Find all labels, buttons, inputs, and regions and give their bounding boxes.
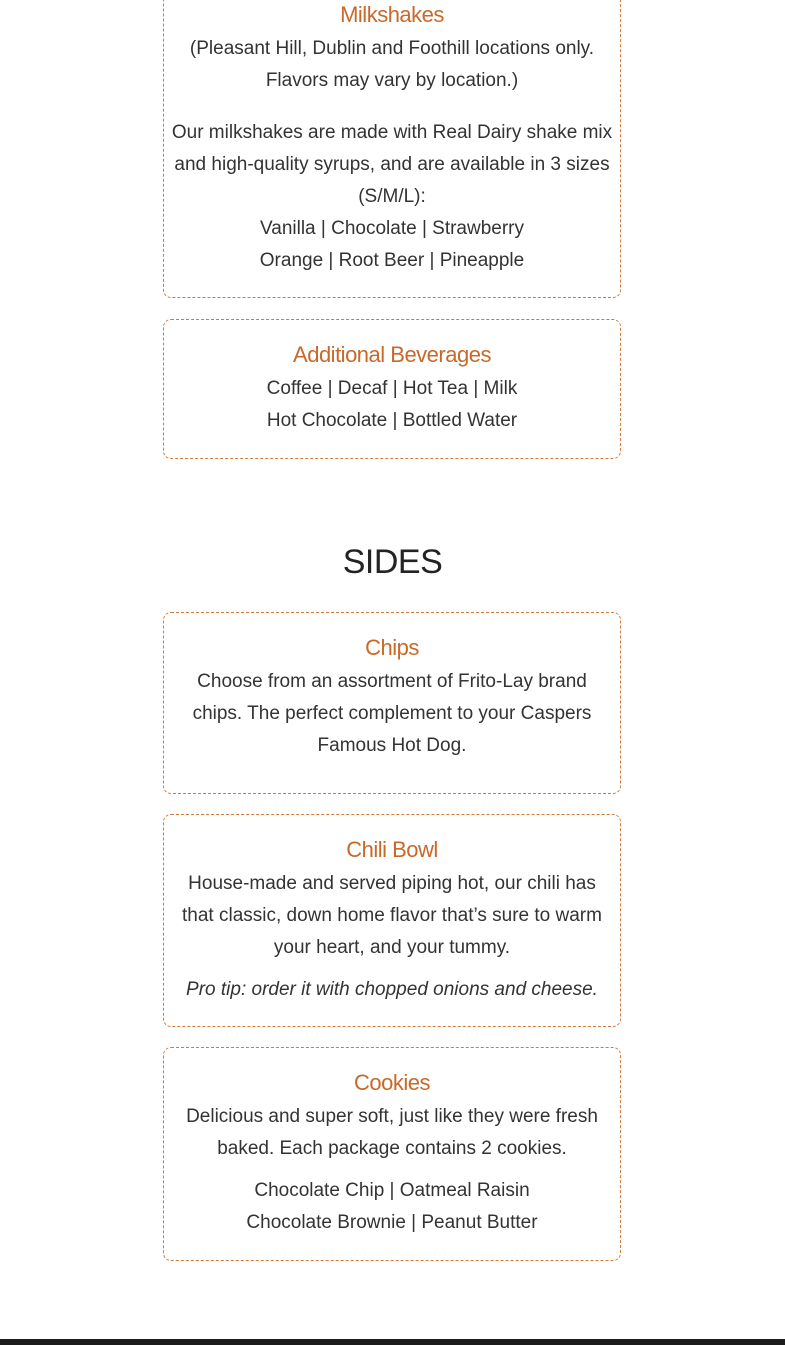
beverages-list	[164, 373, 620, 437]
chili-title: Chili Bowl	[346, 837, 438, 862]
chips-line-2: chips. The perfect complement to your Caspers	[192, 703, 592, 724]
sides-heading: SIDES	[342, 543, 443, 581]
chips-card	[163, 612, 621, 794]
milkshakes-note-line-1: (Pleasant Hill, Dublin and Foothill locations only.	[189, 38, 595, 59]
cookies-description	[164, 1101, 620, 1165]
footer-bar	[0, 1339, 785, 1345]
milkshakes-desc-line-2: and high-quality syrups, and are available in 3 sizes	[174, 154, 610, 175]
milkshakes-flavors-line-1: Vanilla | Chocolate | Strawberry	[259, 218, 525, 239]
milkshakes-description	[164, 117, 620, 277]
beverages-line-1: Coffee | Decaf | Hot Tea | Milk	[266, 378, 518, 399]
cookies-line-2: baked. Each package contains 2 cookies.	[217, 1138, 567, 1159]
milkshakes-note-line-2: Flavors may vary by location.)	[265, 70, 519, 91]
chips-line-3: Famous Hot Dog.	[317, 735, 467, 756]
chili-card	[163, 814, 621, 1027]
chips-line-1: Choose from an assortment of Frito-Lay brand	[197, 671, 587, 692]
milkshakes-desc-line-3: (S/M/L):	[358, 186, 426, 207]
beverages-line-2: Hot Chocolate | Bottled Water	[266, 410, 518, 431]
cookies-flavors-line-2: Chocolate Brownie | Peanut Butter	[246, 1212, 538, 1233]
milkshakes-desc-line-1: Our milkshakes are made with Real Dairy shake mix	[171, 122, 613, 143]
chili-line-1: House-made and served piping hot, our chili has	[188, 873, 596, 894]
milkshakes-flavors-line-2: Orange | Root Beer | Pineapple	[259, 250, 525, 271]
milkshakes-card	[163, 0, 621, 298]
beverages-title: Additional Beverages	[293, 342, 491, 367]
cookies-line-1: Delicious and super soft, just like they were fresh	[186, 1106, 598, 1127]
chili-line-3: your heart, and your tummy.	[273, 937, 511, 958]
chili-description	[164, 868, 620, 964]
cookies-flavors	[164, 1175, 620, 1239]
chips-description	[164, 666, 620, 762]
chili-pro-tip: Pro tip: order it with chopped onions and cheese.	[186, 979, 598, 1000]
cookies-title: Cookies	[354, 1070, 430, 1095]
cookies-flavors-line-1: Chocolate Chip | Oatmeal Raisin	[254, 1180, 530, 1201]
chili-line-2: that classic, down home flavor that’s sure to warm	[182, 905, 602, 926]
cookies-card	[163, 1047, 621, 1261]
milkshakes-location-note	[164, 33, 620, 97]
milkshakes-title: Milkshakes	[340, 2, 444, 27]
chips-title: Chips	[365, 635, 419, 660]
beverages-card	[163, 319, 621, 459]
